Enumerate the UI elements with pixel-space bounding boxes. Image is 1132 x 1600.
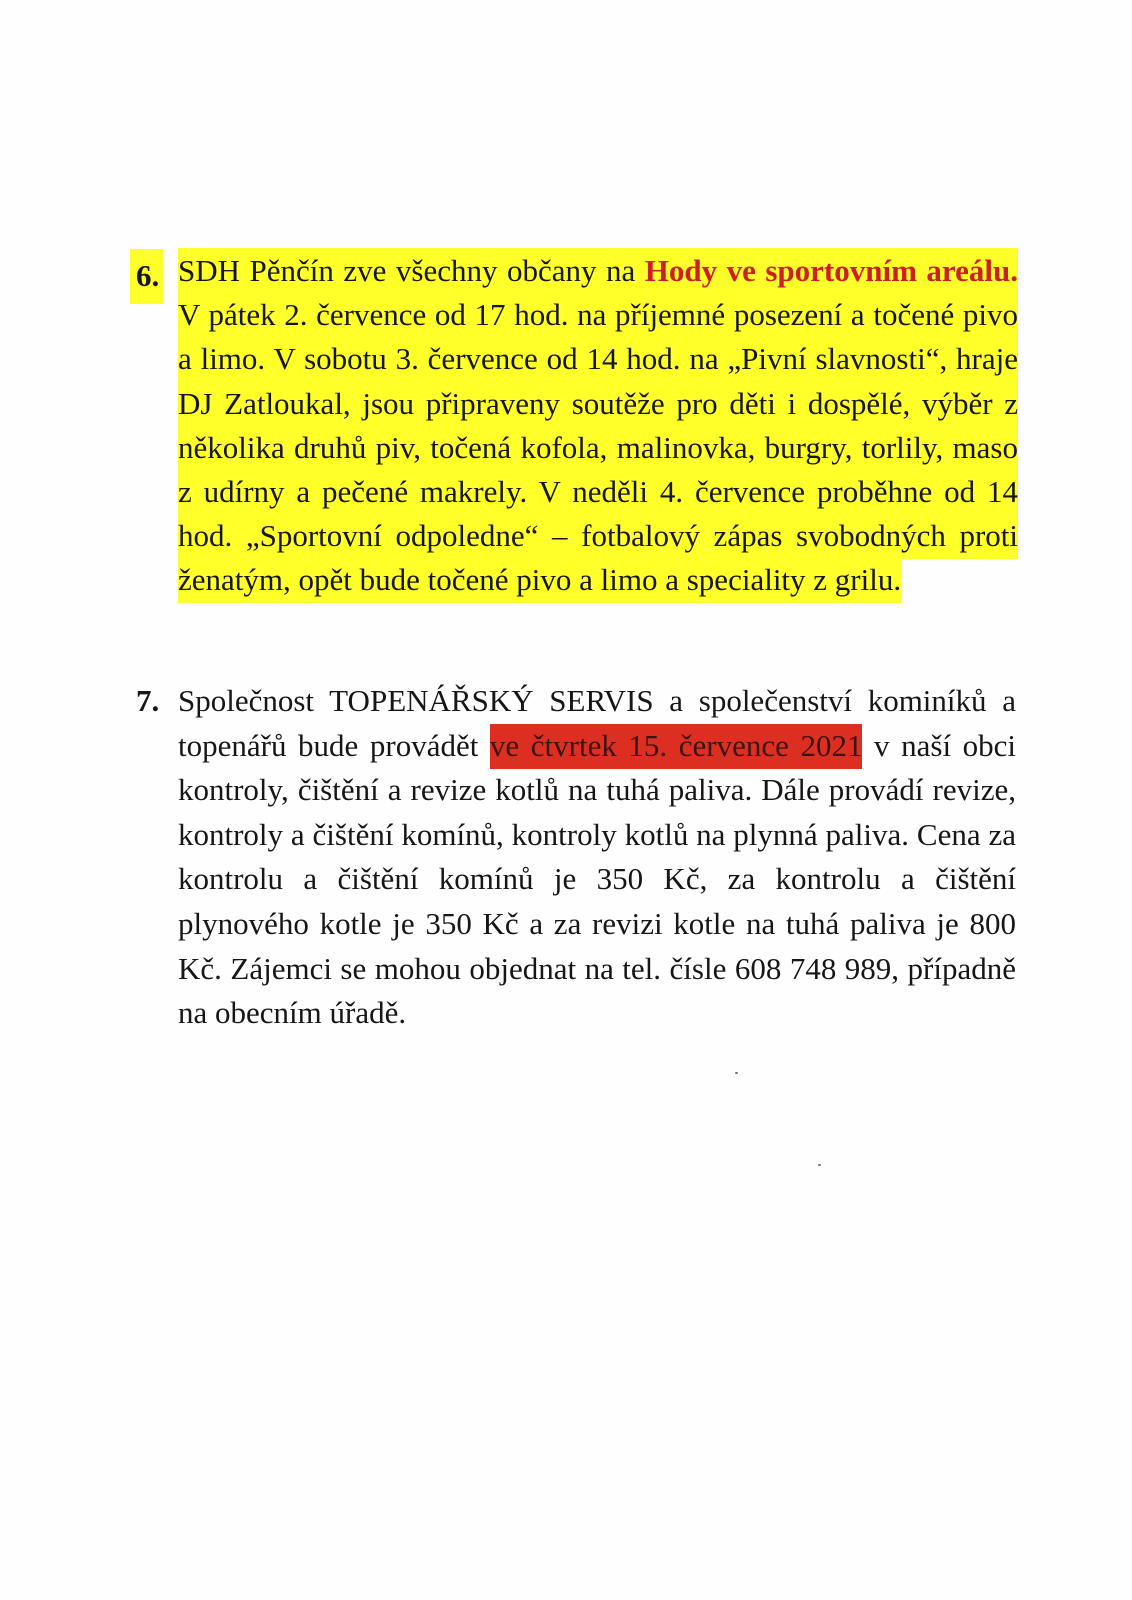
item-text: [178, 679, 1016, 1036]
item-number: 6.: [130, 249, 163, 304]
text-part: SDH Pěnčín zve všechny občany na: [178, 253, 645, 288]
event-name-emphasis: Hody ve sportovním areálu.: [644, 253, 1018, 288]
scan-speck: [818, 1164, 821, 1166]
text-part: V pátek 2. července od 17 hod. na příjemné posezení a točené pivo a limo. V sobotu 3. července od 14 hod. na „Pivní slavnosti“, hraje DJ Zatloukal, jsou připraveny soutěže pro děti i dospělé, výběr z několika druhů piv, točená kofola, malinovka, burgry, torlily, maso z udírny a pečené makrely. V neděli 4. července proběhne od 14 hod. „Sportovní odpoledne“ – fotbalový zápas svobodných proti ženatým, opět bude točené pivo a limo a speciality z grilu.: [178, 297, 1018, 598]
date-highlight: ve čtvrtek 15. července 2021: [490, 724, 863, 769]
highlighted-text: [178, 248, 1018, 603]
text-part: Společnost TOPENÁŘSKÝ SERVIS a společenství kominíků a topenářů bude provádět: [178, 683, 1016, 763]
item-text: [178, 249, 1018, 603]
scan-speck: [735, 1072, 738, 1074]
item-number: 7.: [136, 683, 160, 718]
text-part: v naší obci kontroly, čištění a revize kotlů na tuhá paliva. Dále provádí revize, kontroly a čištění komínů, kontroly kotlů na plynná paliva. Cena za kontrolu a čištění komínů je 350 Kč, za kontrolu a čištění plynového kotle je 350 Kč a za revizi kotle na tuhá paliva je 800 Kč. Zájemci se mohou objednat na tel. čísle 608 748 989, případně na obecním úřadě.: [178, 727, 1017, 1031]
